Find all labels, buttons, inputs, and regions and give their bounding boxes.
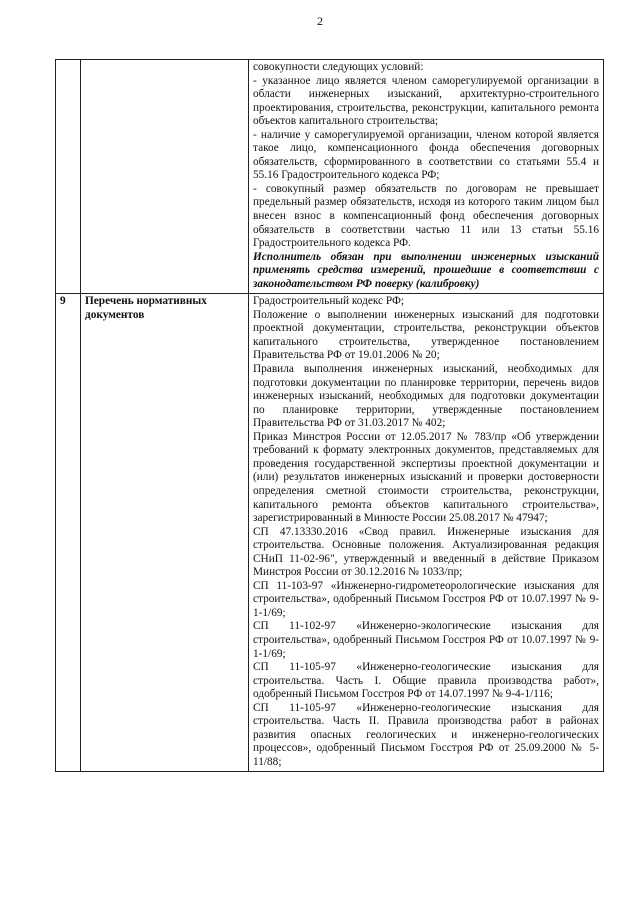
paragraph: - наличие у саморегулируемой организации, членом которой является такое лицо, компенсационного фонда обеспечения договорных обязательств, сформированного в соответствии со статьями 55.4 и 55.16 Градостроительного кодекса РФ; <box>253 128 599 182</box>
paragraph: - совокупный размер обязательств по договорам не превышает предельный размер обязательств, исходя из которого таким лицом был внесен взнос в компенсационный фонд обеспечения договорных обязательств в соответствии частью 11 или 13 статьи 55.16 Градостроительного кодекса РФ. <box>253 182 599 250</box>
paragraph: - указанное лицо является членом саморегулируемой организации в области инженерных изысканий, архитектурно-строительного проектирования, строительства, реконструкции, капитального ремонта объектов капитального строительства; <box>253 74 599 128</box>
paragraph: СП 11-105-97 «Инженерно-геологические изыскания для строительства. Часть I. Общие правила производства работ», одобренный Письмом Госстроя РФ от 14.07.1997 № 9-4-1/116; <box>253 661 599 701</box>
paragraph: Правила выполнения инженерных изысканий, необходимых для подготовки документации по планировке территории, перечень видов инженерных изысканий, необходимых для подготовки документации по планировке территории, утвержденные постановлением Правительства РФ от 31.03.2017 № 402; <box>253 363 599 430</box>
parameter-value-cell <box>249 60 604 294</box>
paragraph: Приказ Минстроя России от 12.05.2017 № 783/пр «Об утверждении требований к формату электронных документов, представляемых для проведения государственной экспертизы проектной документации и (или) результатов инженерных изысканий и проверки достоверности определения сметной стоимости строительства, реконструкции, капитального ремонта объектов капитального строительства», зарегистрированный в Минюсте России 25.08.2017 № 47947; <box>253 430 599 525</box>
table-row <box>56 294 604 772</box>
row-number-cell: 9 <box>56 294 81 772</box>
table-row <box>56 60 604 294</box>
parameter-name-cell: Перечень нормативных документов <box>81 294 249 772</box>
requirements-table <box>55 59 604 772</box>
parameter-name-cell <box>81 60 249 294</box>
paragraph: совокупности следующих условий: <box>253 61 424 73</box>
page-number: 2 <box>317 14 323 28</box>
paragraph: СП 11-105-97 «Инженерно-геологические изыскания для строительства. Часть II. Правила производства работ в районах развития опасных геологических и инженерно-геологических процессов», одобренный Письмом Госстроя РФ от 25.09.2000 № 5-11/88; <box>253 701 599 768</box>
paragraph: СП 11-102-97 «Инженерно-экологические изыскания для строительства», одобренный Письмом Госстроя РФ от 10.07.1997 № 9-1-1/69; <box>253 620 599 660</box>
paragraph: Положение о выполнении инженерных изысканий для подготовки проектной документации, строительства, реконструкции объектов капитального строительства, утвержденное постановлением Правительства РФ от 19.01.2006 № 20; <box>253 308 599 362</box>
requirements-table-body <box>56 60 604 772</box>
row-number-cell <box>56 60 81 294</box>
paragraph: СП 11-103-97 «Инженерно-гидрометеорологические изыскания для строительства», одобренный Письмом Госстроя РФ от 10.07.1997 № 9-1-1/69; <box>253 579 599 619</box>
paragraph: Градостроительный кодекс РФ; <box>253 295 405 308</box>
parameter-value-cell <box>249 294 604 772</box>
paragraph: СП 47.13330.2016 «Свод правил. Инженерные изыскания для строительства. Основные положения. Актуализированная редакция СНиП 11-02-96", утвержденный и введенный в действие Приказом Минстроя России от 30.12.2016 № 1033/пр; <box>253 525 599 579</box>
emphasized-paragraph: Исполнитель обязан при выполнении инженерных изысканий применять средства измерений, прошедшие в соответствии с законодательством РФ поверку (калибровку) <box>253 250 599 290</box>
